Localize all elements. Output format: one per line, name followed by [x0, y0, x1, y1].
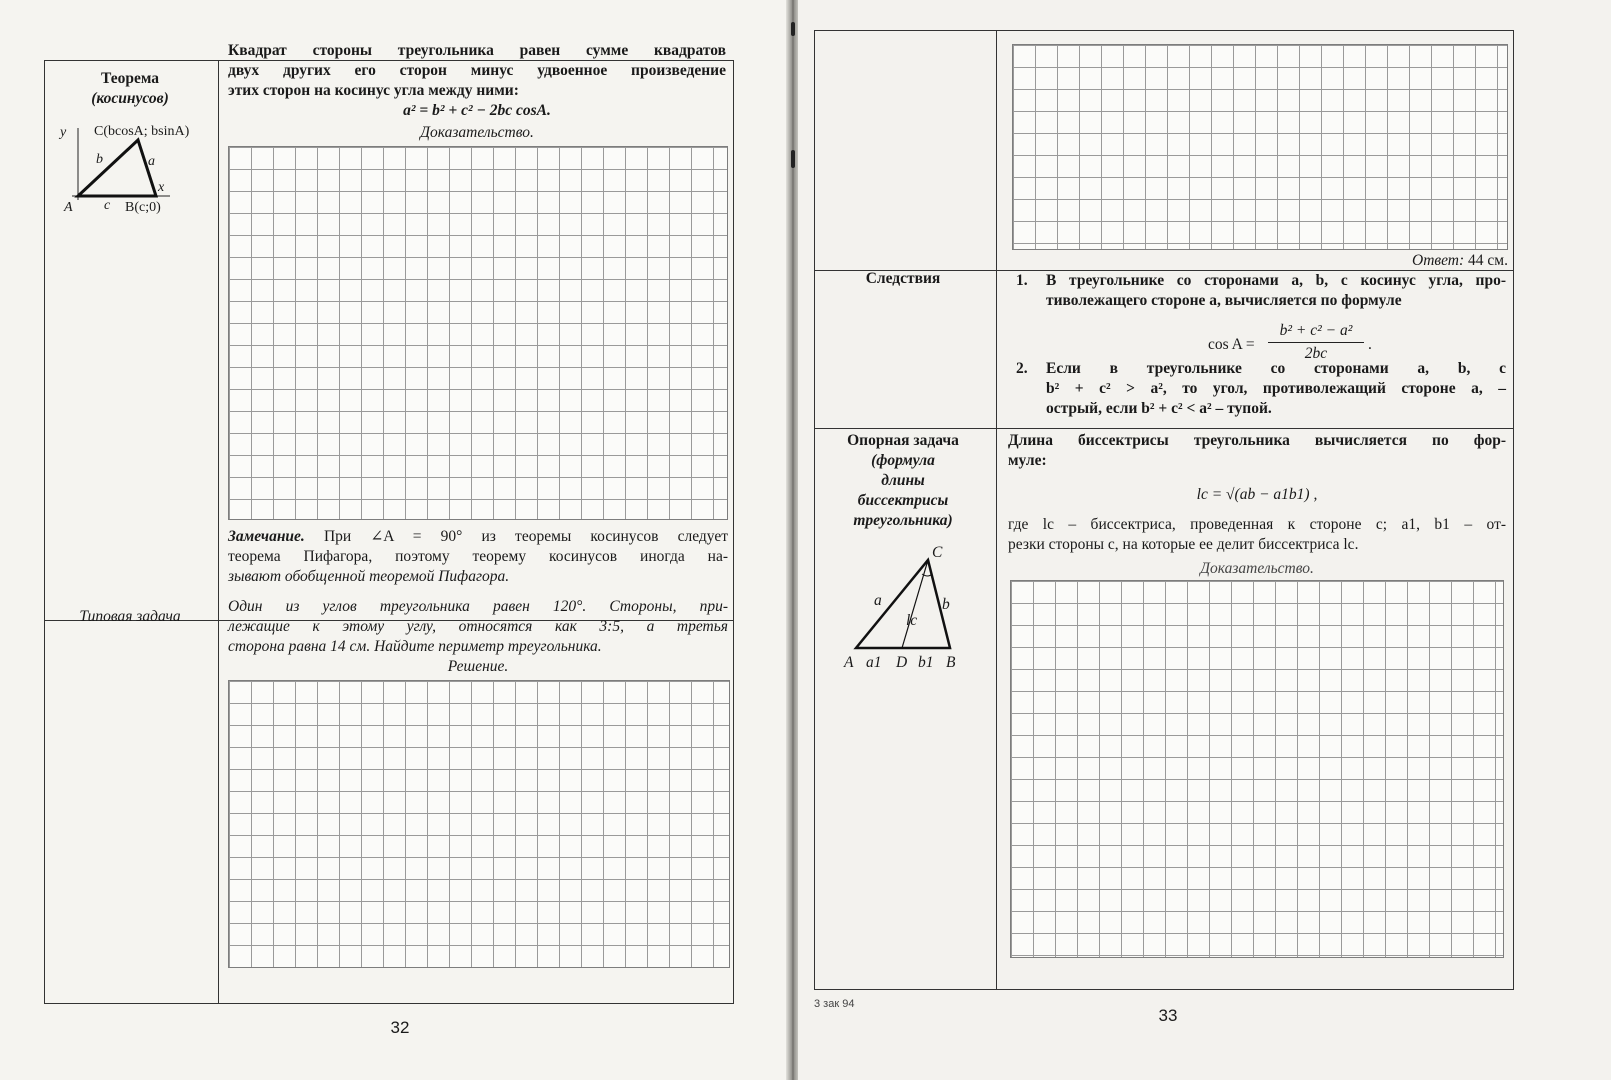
corollary-1-formula-lhs: cos A =	[1208, 336, 1255, 353]
bis-fig-point-a: A	[844, 654, 854, 671]
bis-fig-b: b	[942, 596, 950, 613]
problem-line-1: Один из углов треугольника равен 120°. Стороны, при-	[228, 598, 728, 615]
solution-grid	[228, 680, 730, 968]
ref-title-line-2: (формула	[871, 452, 935, 469]
fraction-numerator: b² + c² − a²	[1279, 322, 1353, 339]
theorem-formula: a² = b² + c² − 2bc cosA.	[403, 102, 551, 119]
proof-label-right: Доказательство.	[1200, 560, 1314, 577]
triangle	[78, 140, 156, 196]
fraction-denominator: 2bc	[1304, 345, 1328, 362]
bis-fig-lc: lc	[906, 612, 918, 629]
page-number-left: 32	[390, 1018, 410, 1037]
corollary-1-line-1: В треугольнике со сторонами a, b, c косинус угла, про-	[1046, 272, 1506, 289]
corollary-2-line-1: Если в треугольнике со сторонами a, b, c	[1046, 360, 1506, 377]
corollary-1-formula-dot: .	[1368, 336, 1372, 353]
proof-grid-right	[1010, 580, 1504, 958]
bis-fig-c: C	[932, 544, 943, 561]
left-page	[0, 0, 790, 1080]
ref-line-2: муле:	[1008, 452, 1047, 469]
fig-side-c: c	[104, 198, 111, 213]
bisector-triangle	[856, 560, 950, 648]
ref-title-line-5: треугольника)	[853, 512, 953, 529]
bis-fig-b1: b1	[918, 654, 934, 671]
fig-axis-y: y	[60, 125, 67, 140]
right-page	[798, 0, 1611, 1080]
typical-problem-title: Типовая задача	[79, 608, 181, 625]
fraction-bar	[1268, 342, 1364, 343]
corollary-2-line-2: b² + c² > a², то угол, противолежащий стороне a, –	[1046, 380, 1506, 397]
fig-point-b: B(c;0)	[125, 200, 161, 215]
remark-title: Замечание.	[228, 528, 305, 545]
proof-grid-left	[228, 146, 728, 520]
left-column-divider	[218, 60, 219, 1004]
corollary-1-fraction	[1268, 322, 1364, 363]
corollaries-title: Следствия	[865, 270, 941, 287]
bis-fig-d: D	[896, 654, 908, 671]
problem-line-3: сторона равна 14 см. Найдите периметр треугольника.	[228, 638, 602, 655]
footer-mark: 3 зак 94	[814, 998, 855, 1010]
staple-top	[791, 22, 795, 36]
theorem-title: Теорема	[100, 70, 160, 87]
bisector-line	[902, 560, 928, 648]
fig-side-a: a	[148, 154, 155, 169]
corollary-2-number: 2.	[1016, 360, 1028, 377]
page-number-right: 33	[1158, 1006, 1178, 1025]
fig-point-a: A	[64, 200, 73, 215]
theorem-statement-line-2: двух других его сторон минус удвоенное произведение	[228, 62, 726, 79]
bisector-desc-line-1: где lc – биссектриса, проведенная к стороне c; a1, b1 – от-	[1008, 516, 1506, 533]
remark-line-1	[228, 528, 728, 547]
theorem-statement-line-3: этих сторон на косинус угла между ними:	[228, 82, 519, 99]
bisector-figure	[848, 548, 978, 658]
answer-line	[1358, 252, 1508, 271]
remark-line-2: теорема Пифагора, поэтому теорему косинусов иногда на-	[228, 548, 728, 565]
fig-point-c: C(bcosA; bsinA)	[94, 124, 190, 139]
fig-axis-x: x	[158, 180, 165, 195]
fig-side-b: b	[96, 152, 103, 167]
corollary-1-line-2: тиволежащего стороне a, вычисляется по формуле	[1046, 292, 1402, 309]
corollary-2-line-3: острый, если b² + c² < a² – тупой.	[1046, 400, 1272, 417]
ref-title-line-4: биссектрисы	[857, 492, 949, 509]
answer-value: 44 см.	[1468, 252, 1508, 269]
theorem-statement-line-1: Квадрат стороны треугольника равен сумме квадратов	[228, 42, 726, 59]
bisector-desc-line-2: резки стороны c, на которые ее делит биссектриса lc.	[1008, 536, 1359, 553]
bisector-formula: lc = √(ab − a1b1) ,	[1196, 486, 1318, 503]
bis-fig-a1: a1	[866, 654, 882, 671]
bis-fig-point-b: B	[946, 654, 956, 671]
continuation-grid	[1012, 44, 1508, 250]
corollary-1-number: 1.	[1016, 272, 1028, 289]
ref-title-line-1: Опорная задача	[847, 432, 959, 449]
solution-label: Решение.	[447, 658, 509, 675]
answer-label: Ответ:	[1412, 252, 1465, 269]
staple-bottom	[791, 150, 795, 168]
right-column-divider	[996, 30, 997, 990]
theorem-subtitle: (косинусов)	[91, 90, 169, 107]
bis-fig-a: a	[874, 592, 882, 609]
right-row-divider-2	[814, 428, 1514, 429]
ref-line-1: Длина биссектрисы треугольника вычисляется по фор-	[1008, 432, 1506, 449]
remark-line-3: зывают обобщенной теоремой Пифагора.	[228, 568, 510, 585]
problem-line-2: лежащие к этому углу, относятся как 3:5, а третья	[228, 618, 728, 635]
proof-label-left: Доказательство.	[420, 124, 534, 141]
remark-line-1-text: При ∠A = 90° из теоремы косинусов следует	[323, 528, 728, 545]
ref-title-line-3: длины	[881, 472, 925, 489]
